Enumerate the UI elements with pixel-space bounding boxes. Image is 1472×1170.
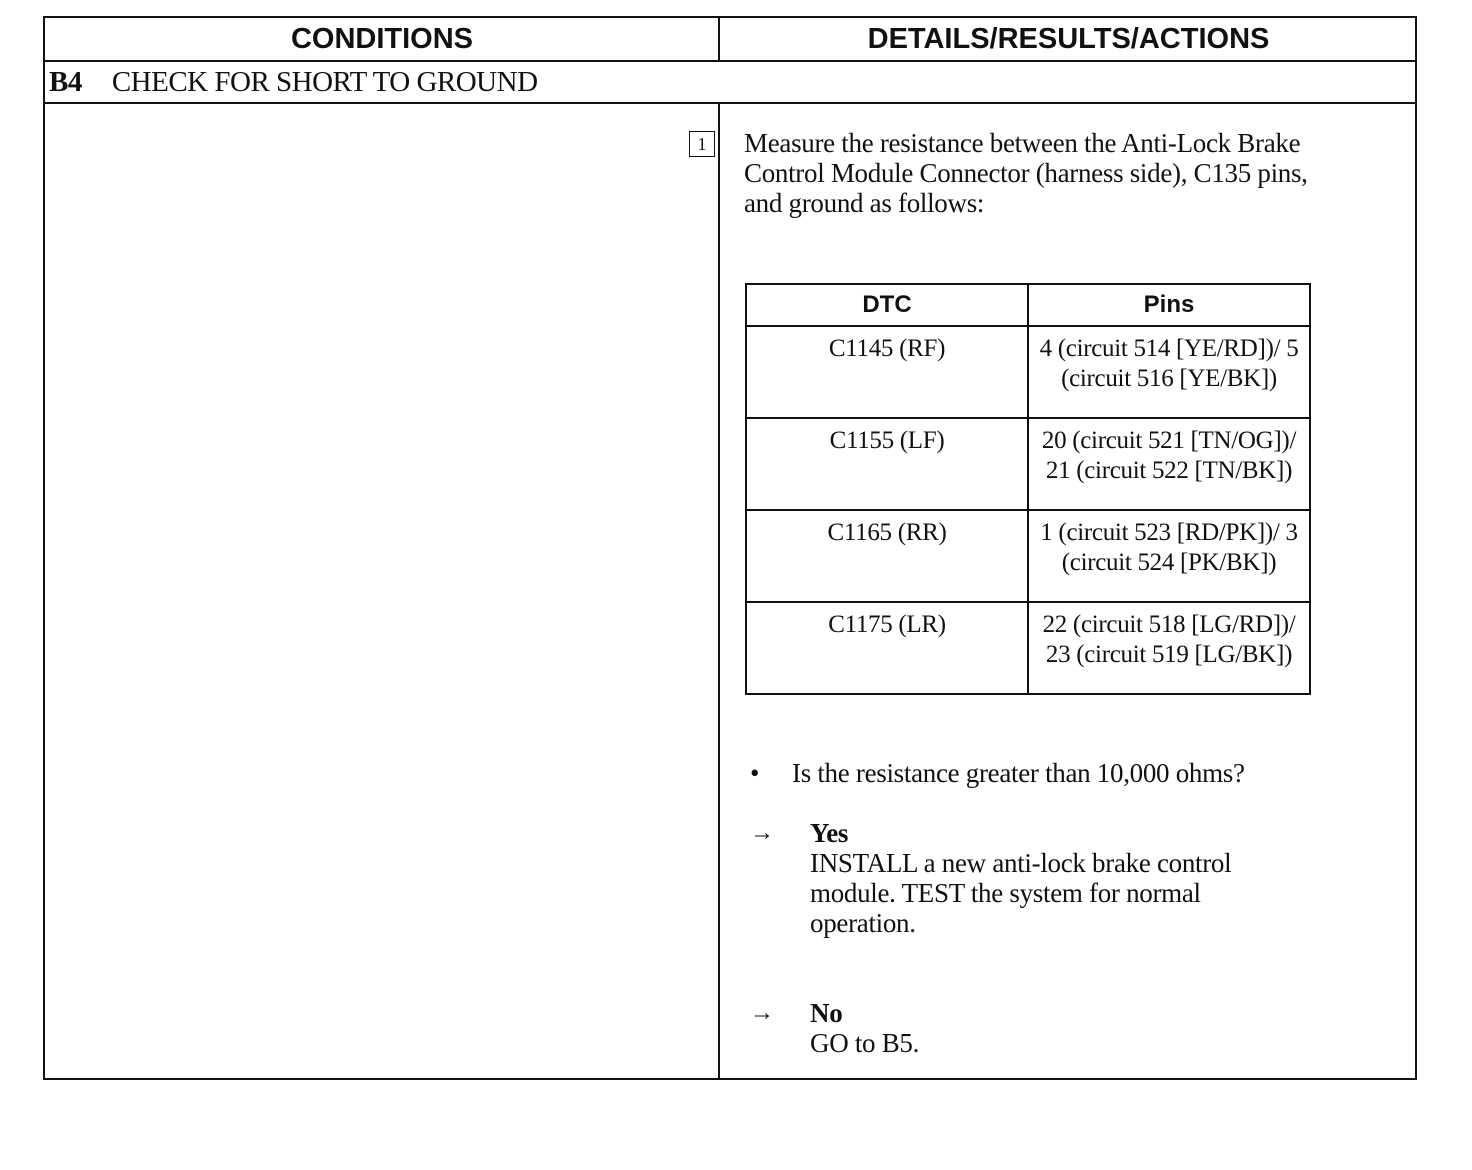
yes-action: INSTALL a new anti-lock brake control module. TEST the system for normal operation. bbox=[810, 848, 1232, 938]
pins-cell: 22 (circuit 518 [LG/RD])/ 23 (circuit 519 [LG/BK]) bbox=[1028, 602, 1310, 694]
table-row bbox=[746, 510, 1310, 602]
step-number-box: 1 bbox=[689, 131, 715, 157]
no-action: GO to B5. bbox=[810, 1028, 920, 1058]
details-header: DETAILS/RESULTS/ACTIONS bbox=[867, 22, 1270, 55]
pins-cell: 4 (circuit 514 [YE/RD])/ 5 (circuit 516 [YE/BK]) bbox=[1028, 326, 1310, 418]
conditions-header: CONDITIONS bbox=[290, 22, 474, 55]
body-column-divider bbox=[718, 102, 720, 1078]
table-row bbox=[746, 326, 1310, 418]
table-row bbox=[746, 602, 1310, 694]
section-code: B4 bbox=[49, 65, 82, 98]
pins-cell: 1 (circuit 523 [RD/PK])/ 3 (circuit 524 [PK/BK]) bbox=[1028, 510, 1310, 602]
dtc-pins-table bbox=[745, 283, 1311, 695]
arrow-right-icon: → bbox=[750, 820, 774, 846]
table-header-row bbox=[746, 284, 1310, 326]
dtc-column-header: DTC bbox=[746, 284, 1028, 326]
table-row bbox=[746, 418, 1310, 510]
dtc-cell: C1165 (RR) bbox=[746, 510, 1028, 602]
dtc-cell: C1145 (RF) bbox=[746, 326, 1028, 418]
question bbox=[750, 758, 1245, 789]
arrow-right-icon: → bbox=[750, 1000, 774, 1026]
section-divider bbox=[45, 102, 1415, 104]
pins-column-header: Pins bbox=[1028, 284, 1310, 326]
section-title bbox=[49, 62, 538, 102]
dtc-cell: C1175 (LR) bbox=[746, 602, 1028, 694]
pins-cell: 20 (circuit 521 [TN/OG])/ 21 (circuit 522 [TN/BK]) bbox=[1028, 418, 1310, 510]
yes-label: Yes bbox=[810, 818, 849, 848]
bullet-icon: • bbox=[750, 758, 760, 788]
no-label: No bbox=[810, 998, 843, 1028]
section-heading: CHECK FOR SHORT TO GROUND bbox=[111, 65, 538, 98]
question-text: Is the resistance greater than 10,000 ohms? bbox=[792, 758, 1245, 788]
step-instruction: Measure the resistance between the Anti-Lock Brake Control Module Connector (harness side), C135 pins, and ground as follows: bbox=[744, 128, 1308, 218]
dtc-cell: C1155 (LF) bbox=[746, 418, 1028, 510]
